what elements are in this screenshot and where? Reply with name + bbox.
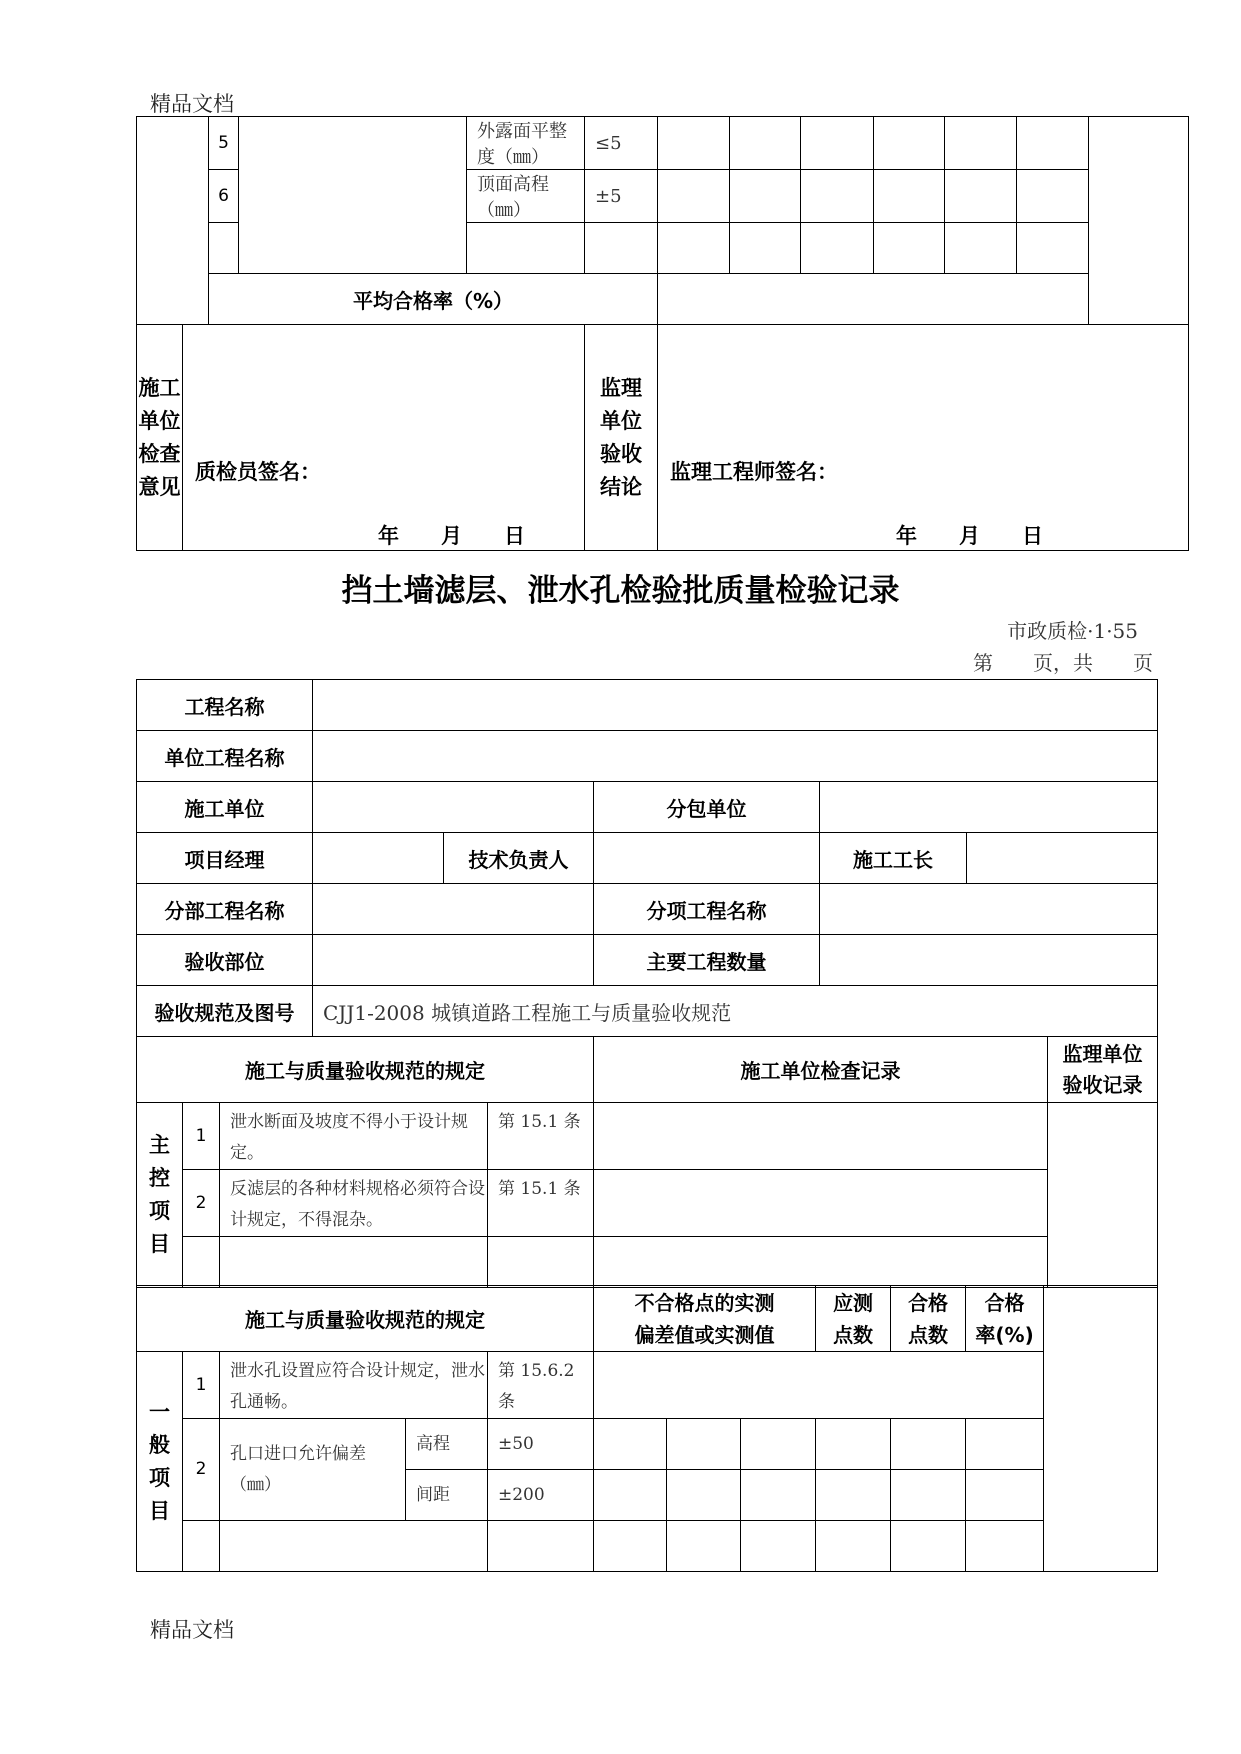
unit-project-name-label: 单位工程名称 [137,731,313,782]
avg-pass-rate-label: 平均合格率（%） [209,274,658,325]
item-number: 1 [183,1103,220,1170]
project-name-label: 工程名称 [137,680,313,731]
should-measure-header: 应测 点数 [816,1286,891,1352]
construction-opinion-cell [183,325,585,551]
requirement-text: 反滤层的各种材料规格必须符合设计规定，不得混杂。 [220,1170,488,1237]
project-manager-label: 项目经理 [137,833,313,884]
blank-cell [239,117,467,274]
tolerance-value: ±50 [488,1419,594,1470]
item-name: 顶面高程（㎜） [467,170,585,223]
tech-lead-value[interactable] [594,833,820,884]
division-name-value[interactable] [313,884,594,935]
clause-ref: 第 15.1 条 [488,1170,594,1237]
construction-opinion-label: 施工 单位 检查 意见 [137,325,183,551]
sub-item-name: 间距 [406,1470,488,1521]
subcontract-unit-label: 分包单位 [594,782,820,833]
deviation-header: 不合格点的实测 偏差值或实测值 [594,1286,816,1352]
item-number: 2 [183,1419,220,1521]
avg-pass-rate-value [658,274,1089,325]
acceptance-part-label: 验收部位 [137,935,313,986]
tolerance-value: ±200 [488,1470,594,1521]
blank-cell [137,117,209,325]
page-header: 精品文档 [150,92,234,116]
acceptance-part-value[interactable] [313,935,594,986]
item-number: 1 [183,1352,220,1419]
construction-unit-value[interactable] [313,782,594,833]
row-number: 6 [209,170,239,223]
tech-lead-label: 技术负责人 [444,833,594,884]
subitem-name-value[interactable] [820,884,1158,935]
supervision-record-cell[interactable] [1048,1103,1158,1237]
tolerance-value: ±5 [585,170,658,223]
supervision-record-header: 监理单位 验收记录 [1048,1037,1158,1103]
supervision-conclusion-label: 监理 单位 验收 结论 [585,325,658,551]
main-control-label: 主 控 项 目 [137,1103,183,1288]
supervision-record-cell[interactable] [1044,1286,1158,1572]
project-info-table [136,679,1158,1037]
subcontract-unit-value[interactable] [820,782,1158,833]
check-record-cell[interactable] [594,1103,1048,1170]
standard-label: 验收规范及图号 [137,986,313,1037]
project-name-value[interactable] [313,680,1158,731]
construction-unit-label: 施工单位 [137,782,313,833]
inspector-signature-label: 质检员签名： [195,460,321,484]
engineer-signature-label: 监理工程师签名： [670,460,838,484]
spec-header: 施工与质量验收规范的规定 [137,1286,594,1352]
foreman-label: 施工工长 [820,833,967,884]
pass-rate-header: 合格 率(%) [966,1286,1044,1352]
general-items-label: 一 般 项 目 [137,1352,183,1572]
check-record-header: 施工单位检查记录 [594,1037,1048,1103]
supervision-conclusion-cell [658,325,1189,551]
date-line: 年 月 日 [896,524,1043,548]
requirement-text: 泄水孔设置应符合设计规定，泄水孔通畅。 [220,1352,488,1419]
check-record-cell[interactable] [594,1170,1048,1237]
pass-points-header: 合格 点数 [891,1286,966,1352]
foreman-value[interactable] [967,833,1158,884]
unit-project-name-value[interactable] [313,731,1158,782]
requirement-text: 泄水断面及坡度不得小于设计规定。 [220,1103,488,1170]
sub-item-name: 高程 [406,1419,488,1470]
page-footer: 精品文档 [150,1618,234,1642]
item-name: 外露面平整度（㎜） [467,117,585,170]
requirement-text: 孔口进口允许偏差（㎜） [220,1419,406,1521]
check-record-cell[interactable] [594,1352,1044,1419]
main-quantity-value[interactable] [820,935,1158,986]
main-control-table [136,1036,1158,1288]
item-number: 2 [183,1170,220,1237]
tolerance-value: ≤5 [585,117,658,170]
general-items-table [136,1285,1158,1572]
row-number: 5 [209,117,239,170]
spec-header: 施工与质量验收规范的规定 [137,1037,594,1103]
clause-ref: 第 15.6.2 条 [488,1352,594,1419]
document-code: 市政质检·1·55 [1007,619,1138,643]
document-title: 挡土墙滤层、泄水孔检验批质量检验记录 [341,573,900,609]
clause-ref: 第 15.1 条 [488,1103,594,1170]
main-quantity-label: 主要工程数量 [594,935,820,986]
project-manager-value[interactable] [313,833,444,884]
blank-cell [1089,117,1189,325]
division-name-label: 分部工程名称 [137,884,313,935]
standard-value: CJJ1-2008 城镇道路工程施工与质量验收规范 [313,986,1158,1037]
continuation-table [136,116,1189,551]
page-number: 第 页，共 页 [973,651,1153,675]
date-line: 年 月 日 [378,524,525,548]
subitem-name-label: 分项工程名称 [594,884,820,935]
